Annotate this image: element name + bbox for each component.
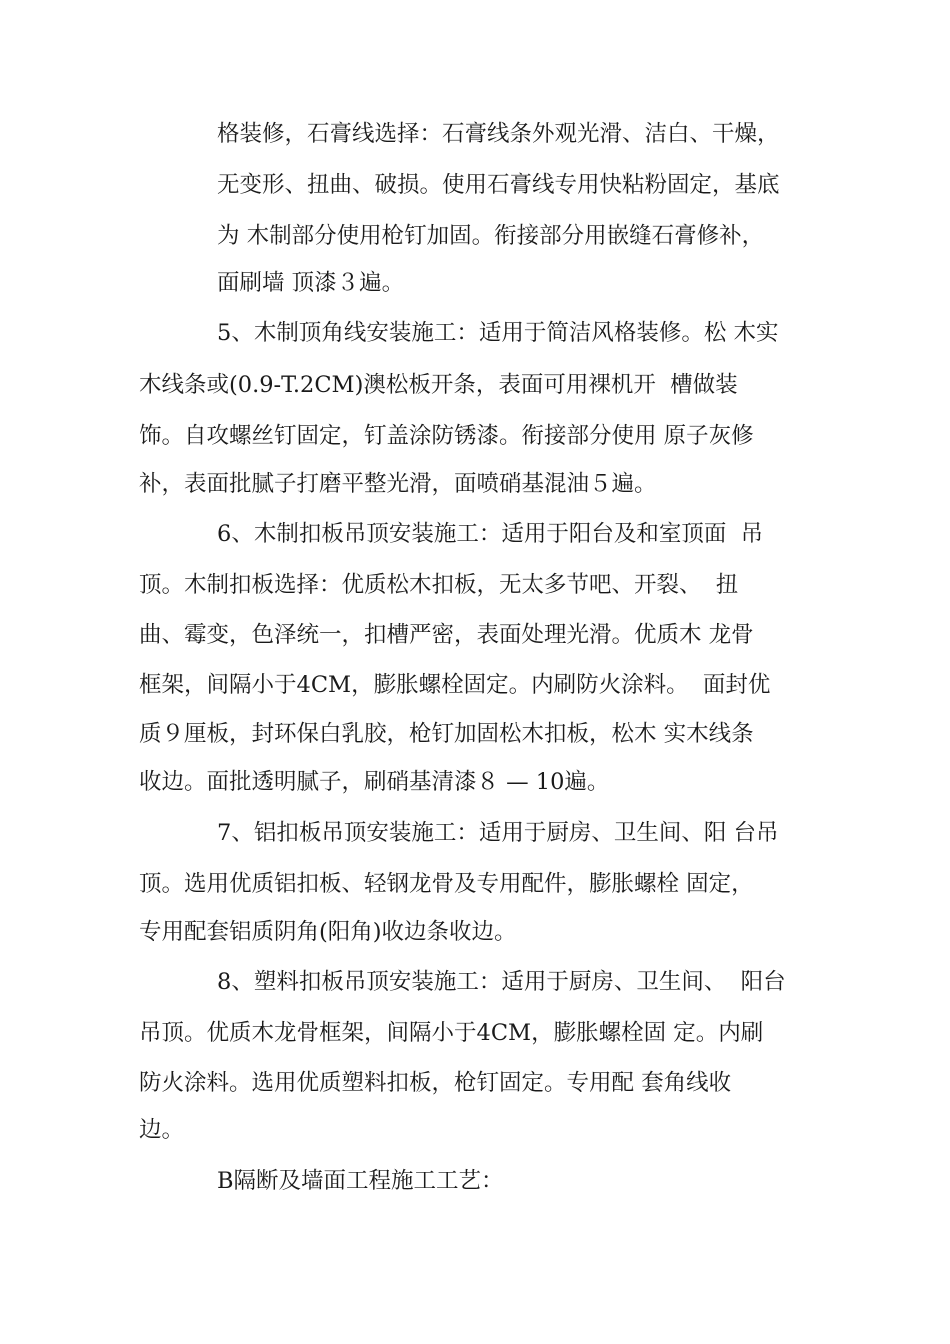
text-line-20: 防火涂料。选用优质塑料扣板，枪钉固定。专用配 套角线收 xyxy=(139,1070,732,1096)
text-line-13: 质９厘板，封环保白乳胶，枪钉加固松木扣板，松木 实木线条 xyxy=(139,721,754,747)
text-line-11: 曲、霉变，色泽统一，扣槽严密，表面处理光滑。优质木 龙骨 xyxy=(139,622,754,648)
text-line-3: 为 木制部分使用枪钉加固。衔接部分用嵌缝石膏修补， xyxy=(217,223,765,249)
text-line-14: 收边。面批透明腻子，刷硝基清漆８ — 10遍。 xyxy=(139,769,610,795)
text-line-2: 无变形、扭曲、破损。使用石膏线专用快粘粉固定，基底 xyxy=(217,172,780,198)
text-line-15: 7、铝扣板吊顶安装施工：适用于厨房、卫生间、阳 台吊 xyxy=(217,820,779,846)
text-line-18: 8、塑料扣板吊顶安装施工：适用于厨房、卫生间、 阳台 xyxy=(217,969,786,995)
text-line-17: 专用配套铝质阴角(阳角)收边条收边。 xyxy=(139,919,517,945)
text-line-19: 吊顶。优质木龙骨框架，间隔小于4CM，膨胀螺栓固 定。内刷 xyxy=(139,1020,764,1046)
text-line-12: 框架，间隔小于4CM，膨胀螺栓固定。内刷防火涂料。 面封优 xyxy=(139,672,771,698)
text-line-1: 格装修，石膏线选择：石膏线条外观光滑、洁白、干燥， xyxy=(217,121,780,147)
section-heading: B隔断及墙面工程施工工艺： xyxy=(217,1168,504,1194)
text-line-9: 6、木制扣板吊顶安装施工：适用于阳台及和室顶面 吊 xyxy=(217,521,764,547)
text-line-5: 5、木制顶角线安装施工：适用于简洁风格装修。松 木实 xyxy=(217,320,779,346)
text-line-6: 木线条或(0.9-T.2CM)澳松板开条，表面可用裸机开 槽做装 xyxy=(139,372,738,398)
text-line-7: 饰。自攻螺丝钉固定，钉盖涂防锈漆。衔接部分使用 原子灰修 xyxy=(139,423,754,449)
text-line-4: 面刷墙 顶漆３遍。 xyxy=(217,270,405,296)
text-line-8: 补，表面批腻子打磨平整光滑，面喷硝基混油５遍。 xyxy=(139,471,657,497)
text-line-16: 顶。选用优质铝扣板、轻钢龙骨及专用配件，膨胀螺栓 固定， xyxy=(139,871,754,897)
text-line-21: 边。 xyxy=(139,1117,185,1143)
text-line-10: 顶。木制扣板选择：优质松木扣板，无太多节吧、开裂、 扭 xyxy=(139,572,739,598)
